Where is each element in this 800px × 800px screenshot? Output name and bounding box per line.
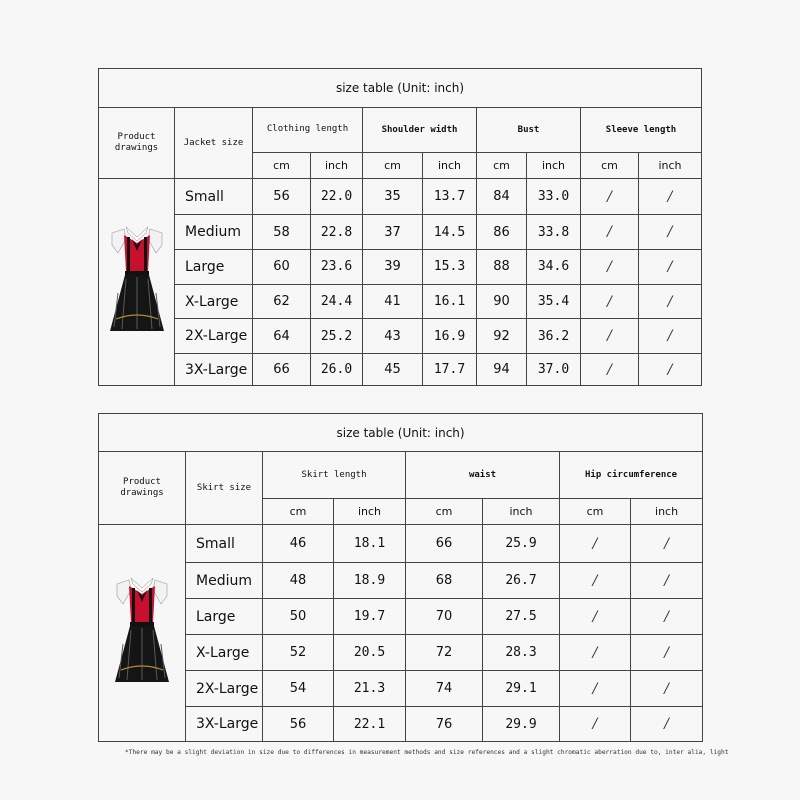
value-cell: 17.7 — [423, 354, 477, 386]
value-cell: 21.3 — [334, 671, 406, 707]
value-cell: 52 — [263, 635, 334, 671]
value-cell: 33.0 — [527, 179, 581, 215]
value-cell: 56 — [253, 179, 311, 215]
value-cell: 14.5 — [423, 215, 477, 250]
value-cell: 34.6 — [527, 249, 581, 284]
skirt-table-title: size table (Unit: inch) — [99, 414, 703, 452]
value-cell: / — [581, 354, 639, 386]
sleeve-length-header: Sleeve length — [581, 107, 702, 152]
value-cell: 18.9 — [334, 563, 406, 599]
value-cell: / — [639, 284, 702, 319]
skirt-length-header: Skirt length — [263, 452, 406, 499]
jacket-size-table — [98, 68, 702, 386]
value-cell: 88 — [477, 249, 527, 284]
value-cell: / — [581, 319, 639, 354]
value-cell: 41 — [363, 284, 423, 319]
size-name: Large — [175, 249, 253, 284]
skirt-size-header: Skirt size — [186, 452, 263, 525]
value-cell: 90 — [477, 284, 527, 319]
value-cell: / — [631, 671, 703, 707]
shoulder-width-header: Shoulder width — [363, 107, 477, 152]
value-cell: 64 — [253, 319, 311, 354]
value-cell: 70 — [406, 599, 483, 635]
value-cell: / — [639, 179, 702, 215]
value-cell: 23.6 — [311, 249, 363, 284]
skirt-size-table — [98, 413, 703, 742]
unit-cell: inch — [631, 499, 703, 525]
value-cell: 94 — [477, 354, 527, 386]
footnote: *There may be a slight deviation in size due to differences in measurement methods and size references and a slight chromatic aberration due to, inter alia, light — [125, 749, 729, 756]
value-cell: 56 — [263, 707, 334, 742]
value-cell: 48 — [263, 563, 334, 599]
unit-cell: inch — [483, 499, 560, 525]
value-cell: 15.3 — [423, 249, 477, 284]
value-cell: / — [581, 179, 639, 215]
value-cell: 37 — [363, 215, 423, 250]
waist-header: waist — [406, 452, 560, 499]
unit-cell: cm — [363, 152, 423, 179]
value-cell: 50 — [263, 599, 334, 635]
value-cell: 45 — [363, 354, 423, 386]
size-name: Small — [175, 179, 253, 215]
value-cell: / — [581, 249, 639, 284]
size-name: 3X-Large — [175, 354, 253, 386]
unit-cell: cm — [406, 499, 483, 525]
value-cell: 19.7 — [334, 599, 406, 635]
value-cell: 86 — [477, 215, 527, 250]
value-cell: 43 — [363, 319, 423, 354]
value-cell: 13.7 — [423, 179, 477, 215]
value-cell: 18.1 — [334, 525, 406, 563]
size-name: Small — [186, 525, 263, 563]
value-cell: 35 — [363, 179, 423, 215]
dress-illustration-icon — [107, 574, 177, 692]
value-cell: / — [560, 563, 631, 599]
value-cell: 66 — [406, 525, 483, 563]
value-cell: 25.2 — [311, 319, 363, 354]
value-cell: / — [631, 707, 703, 742]
value-cell: 25.9 — [483, 525, 560, 563]
value-cell: / — [560, 599, 631, 635]
size-name: 2X-Large — [186, 671, 263, 707]
value-cell: 24.4 — [311, 284, 363, 319]
value-cell: 22.0 — [311, 179, 363, 215]
value-cell: / — [631, 525, 703, 563]
value-cell: / — [639, 215, 702, 250]
unit-cell: inch — [639, 152, 702, 179]
value-cell: 28.3 — [483, 635, 560, 671]
value-cell: / — [581, 284, 639, 319]
size-name: X-Large — [186, 635, 263, 671]
size-name: X-Large — [175, 284, 253, 319]
value-cell: 16.1 — [423, 284, 477, 319]
value-cell: 27.5 — [483, 599, 560, 635]
value-cell: 33.8 — [527, 215, 581, 250]
value-cell: / — [639, 319, 702, 354]
value-cell: 60 — [253, 249, 311, 284]
value-cell: 20.5 — [334, 635, 406, 671]
value-cell: / — [631, 563, 703, 599]
value-cell: / — [639, 354, 702, 386]
dress-illustration-icon — [104, 223, 170, 341]
value-cell: 68 — [406, 563, 483, 599]
value-cell: / — [560, 707, 631, 742]
value-cell: 29.9 — [483, 707, 560, 742]
value-cell: 26.7 — [483, 563, 560, 599]
value-cell: 22.1 — [334, 707, 406, 742]
value-cell: 36.2 — [527, 319, 581, 354]
value-cell: 58 — [253, 215, 311, 250]
product-drawings-header: Product drawings — [99, 107, 175, 179]
unit-cell: inch — [423, 152, 477, 179]
value-cell: 92 — [477, 319, 527, 354]
value-cell: / — [631, 635, 703, 671]
value-cell: 46 — [263, 525, 334, 563]
size-name: Medium — [186, 563, 263, 599]
size-name: 2X-Large — [175, 319, 253, 354]
value-cell: / — [631, 599, 703, 635]
value-cell: 39 — [363, 249, 423, 284]
unit-cell: cm — [263, 499, 334, 525]
value-cell: / — [560, 525, 631, 563]
value-cell: 29.1 — [483, 671, 560, 707]
value-cell: 16.9 — [423, 319, 477, 354]
value-cell: / — [560, 671, 631, 707]
unit-cell: inch — [334, 499, 406, 525]
value-cell: 54 — [263, 671, 334, 707]
value-cell: 62 — [253, 284, 311, 319]
value-cell: / — [560, 635, 631, 671]
unit-cell: cm — [253, 152, 311, 179]
size-name: 3X-Large — [186, 707, 263, 742]
unit-cell: inch — [527, 152, 581, 179]
product-drawing — [99, 525, 186, 742]
value-cell: / — [581, 215, 639, 250]
value-cell: 37.0 — [527, 354, 581, 386]
value-cell: 66 — [253, 354, 311, 386]
value-cell: 84 — [477, 179, 527, 215]
value-cell: 74 — [406, 671, 483, 707]
size-name: Medium — [175, 215, 253, 250]
unit-cell: cm — [477, 152, 527, 179]
clothing-length-header: Clothing length — [253, 107, 363, 152]
unit-cell: cm — [581, 152, 639, 179]
unit-cell: cm — [560, 499, 631, 525]
hip-circumference-header: Hip circumference — [560, 452, 703, 499]
value-cell: 35.4 — [527, 284, 581, 319]
size-name: Large — [186, 599, 263, 635]
bust-header: Bust — [477, 107, 581, 152]
value-cell: 22.8 — [311, 215, 363, 250]
unit-cell: inch — [311, 152, 363, 179]
jacket-table-title: size table (Unit: inch) — [99, 69, 702, 108]
value-cell: 72 — [406, 635, 483, 671]
product-drawing — [99, 179, 175, 386]
product-drawings-header: Product drawings — [99, 452, 186, 525]
jacket-size-header: Jacket size — [175, 107, 253, 179]
value-cell: / — [639, 249, 702, 284]
value-cell: 26.0 — [311, 354, 363, 386]
value-cell: 76 — [406, 707, 483, 742]
